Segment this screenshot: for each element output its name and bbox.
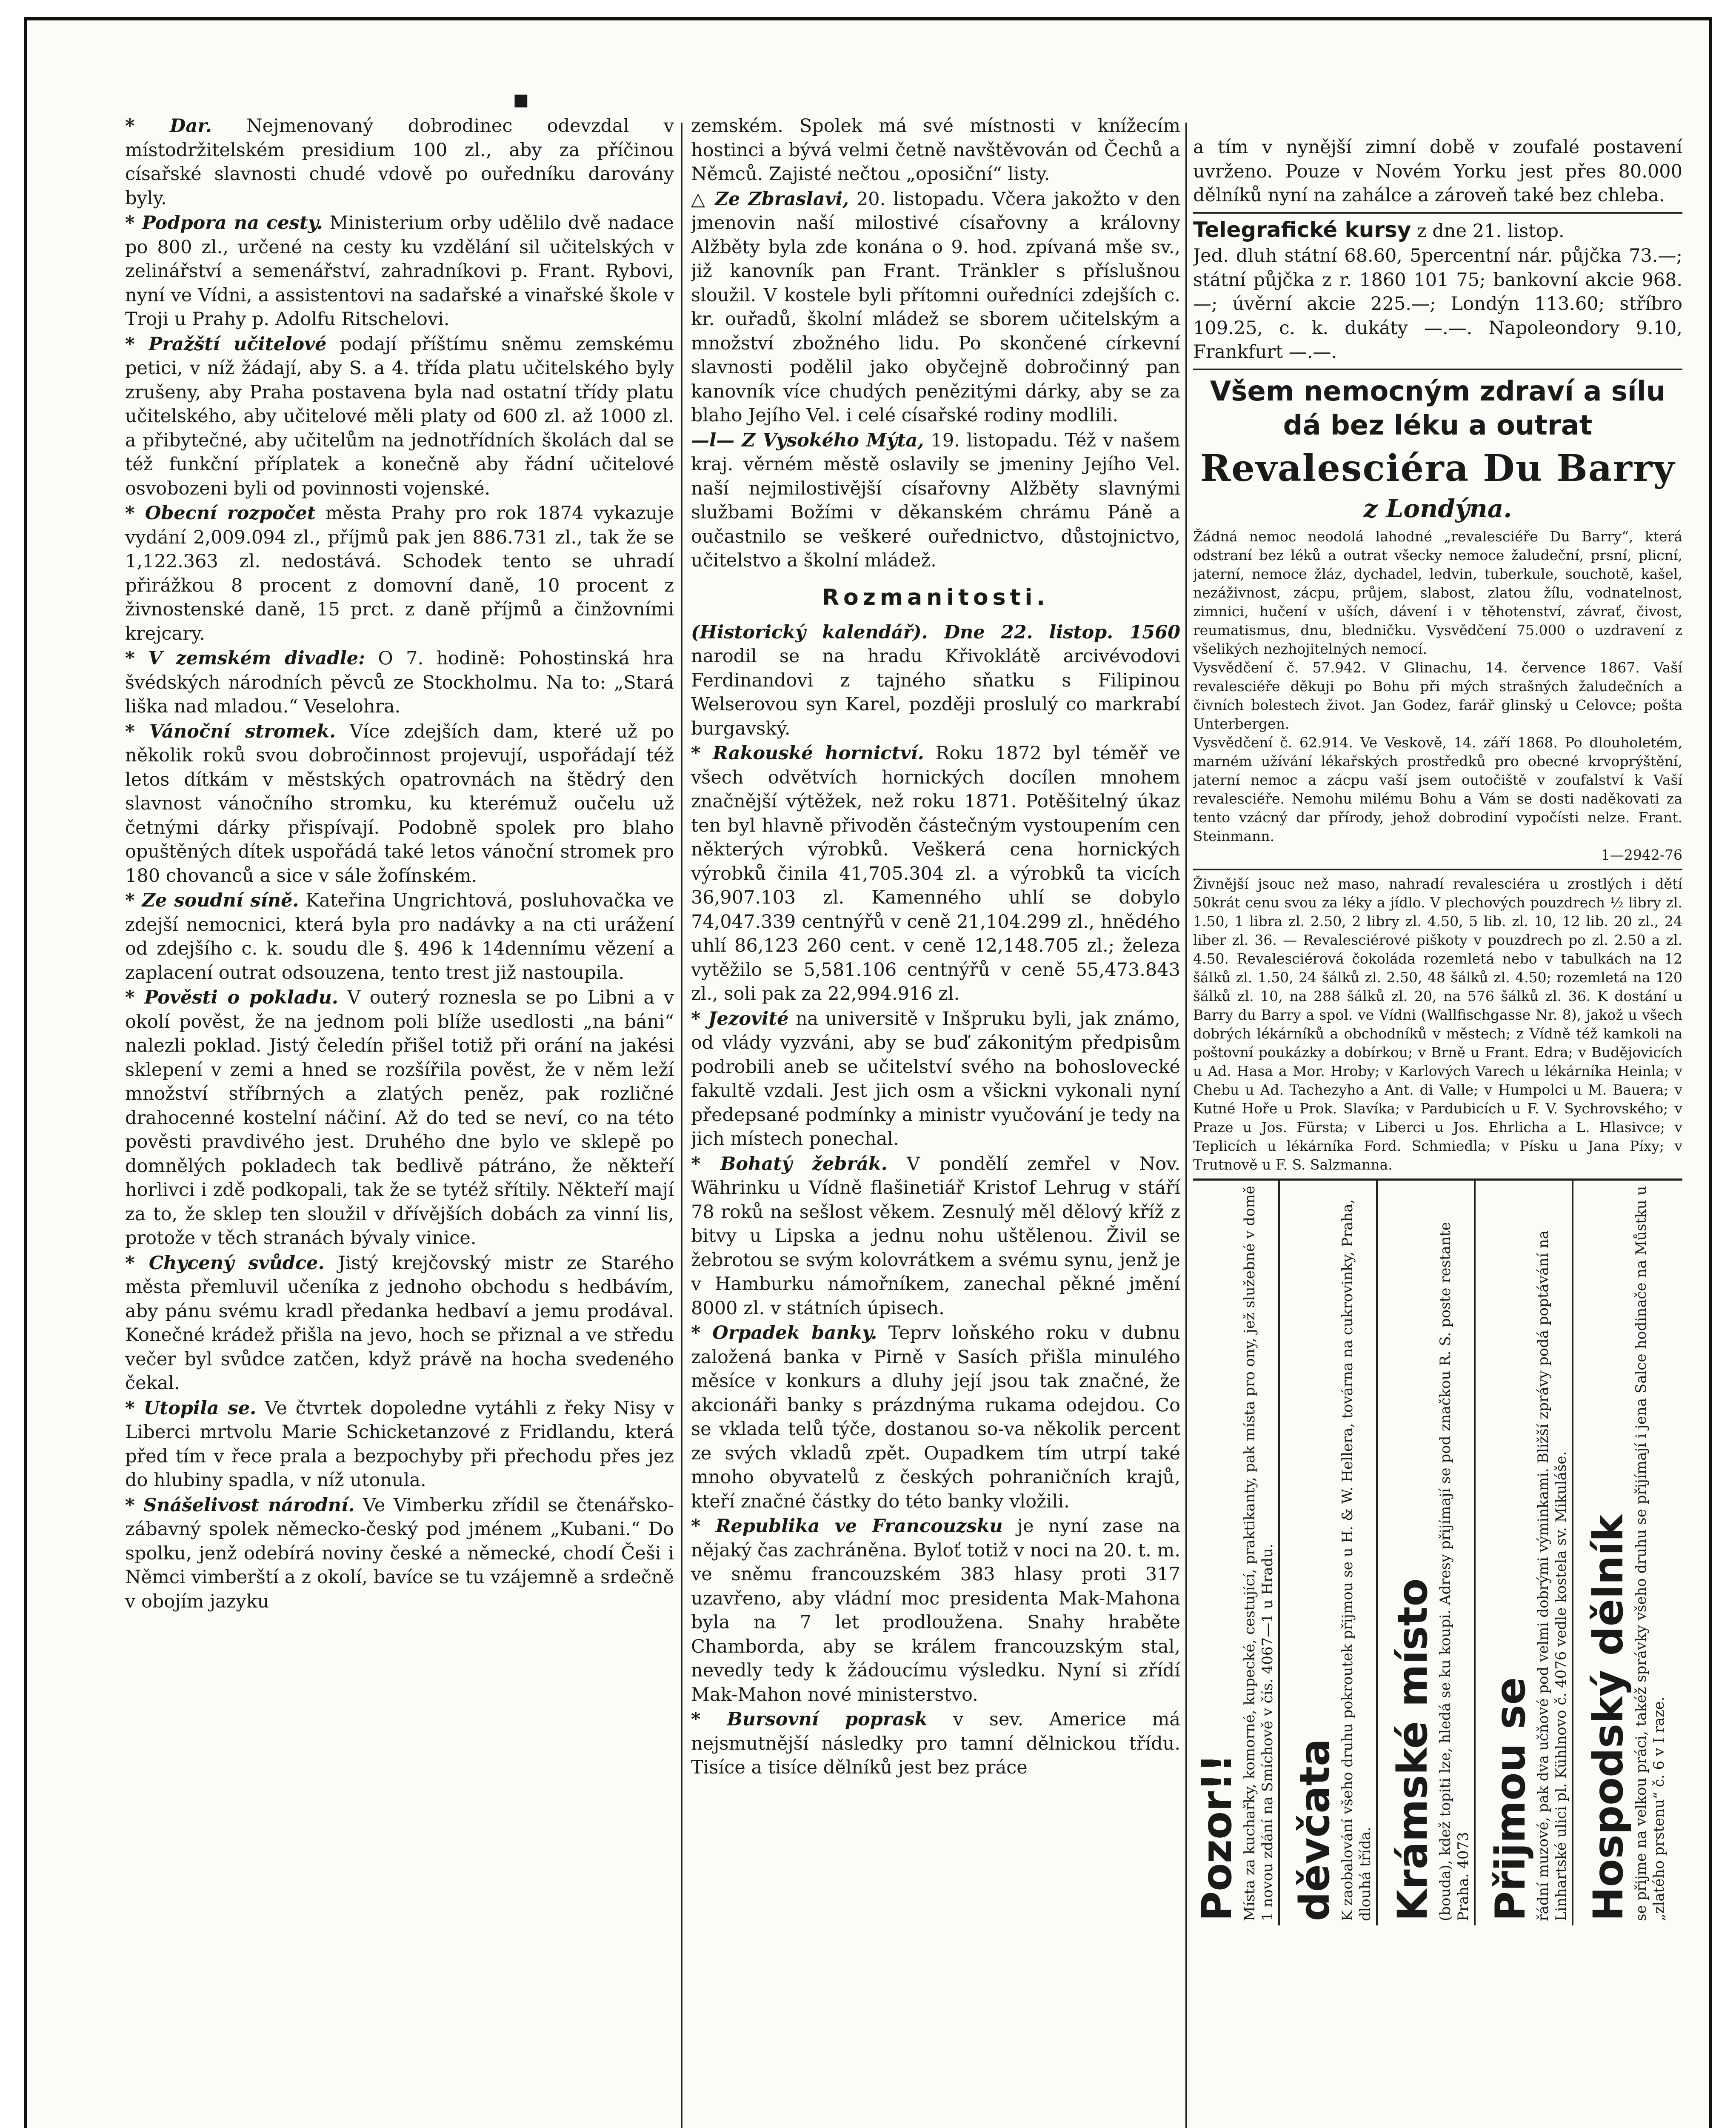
news-item-text: Ministerium orby udělilo dvě nadace po 800 zl., určené na cesty ku vzdělání sil učitelských v zelinářství a semenářství, zahradníkovi p. Frant. Rybovi, nyní ve Vídni, a assistentovi na sadařské a vinařské škole v Troji u Prahy p. Adolfu Ritschelovi. (125, 212, 674, 330)
column-rule (681, 123, 682, 2128)
news-item (125, 501, 674, 646)
advert-paragraph: Vysvědčení č. 57.942. V Glinachu, 14. července 1867. Vaší revalesciéře děkuji po Bohu při mých strašných žaludečních a čivních bolestech život. Jan Godez, farář glinský u Celovce; pošta Unterbergen. (1193, 659, 1682, 732)
news-item (125, 332, 674, 501)
news-item-text: je nyní zase na nějaký čas zachráněna. Byloť totiž v noci na 20. t. m. ve sněmu francouzském 383 hlasy proti 317 uzavřeno, aby vládní moc presidenta Mak-Mahona byla na 7 let prodloužena. Snahy hraběte Chamborda, aby se králem francouzským stal, nevedly tedy k žádoucímu výsledku. Nyní si zřídí Mak-Mahon nové ministerstvo. (691, 1516, 1180, 1705)
classified-ad (1487, 1181, 1570, 1925)
ad-divider (1278, 1181, 1280, 1925)
news-item (125, 986, 674, 1250)
news-item-text: na universitě v Inšpruku byli, jak známo, od vlády vyzváni, aby se buď zákonitým předpisům podrobili aneb se učitelství svého na bohoslovecké fakultě vzdali. Jest jich osm a všickni vykonali nyní předepsané podmínky a ministr vyučování je tedy na jich místech ponechal. (691, 1008, 1180, 1150)
classified-ad (1389, 1181, 1472, 1925)
news-item (125, 211, 674, 332)
telegraph-date: z dne 21. listop. (1417, 220, 1565, 242)
revalesciere-advert (1193, 375, 1682, 1174)
news-item-lead: * Rakouské hornictví. (691, 743, 924, 764)
news-item-text: Ve Vimberku zřídil se čtenářsko-zábavný spolek německo-český pod jménem „Kubani.“ Do spolku, jenž odebírá noviny české a německé, chodí Češi i Němci vimberští a z okolí, bavíce se tu vzájemně a srdečně v obojím jazyku (125, 1494, 674, 1612)
news-item-lead: * Pověsti o pokladu. (125, 987, 338, 1008)
ad-divider (1474, 1181, 1476, 1925)
classified-ads (1193, 1178, 1682, 1923)
advert-paragraph: Vysvědčení č. 62.914. Ve Veskově, 14. září 1868. Po dlouholetém, marném užívání lékařských prostředků pro obecné krvoprýštění, jaterní nemoc a zácpu vaší jsem outočiště v zoufalství k Vaší revalesciéře. Nemohu milému Bohu a Vám se dosti naděkovati za tento vzácný dar přírody, jehož dobrodiní vypočísti nelze. Frant. Steinmann. (1193, 734, 1682, 844)
classified-ad-body: K zaobalování všeho druhu pokroutek přijmou se u H. & W. Hellera, továrna na cukrovinky, Praha, dlouhá třída. (1339, 1199, 1374, 1921)
telegraph-rates (1193, 218, 1682, 364)
news-item-text: Roku 1872 byl téměř ve všech odvětvích hornických docílen mnohem značnější výtěžek, než roku 1871. Potěšitelný úkaz ten byl hlavně přivoděn částečným vystoupením cen některých výrobků. Veškerá cena hornických výrobků činila 41,705.304 zl. a výrobků ta vicích 36,907.103 zl. Kamenného uhlí se dobylo 74,047.339 centnýřů v ceně 21,104.299 zl., hnědého uhlí 86,123 260 cent. v ceně 12,148.705 zl.; železa vytěžilo se 5,581.106 centnýřů v ceně 55,473.843 zl., soli pak za 22,994.916 zl. (691, 743, 1180, 1004)
column-middle (691, 114, 1180, 2128)
news-item-lead: * Utopila se. (125, 1397, 257, 1419)
classified-ad-body: Místa za kuchařky, komorné, kupecké, cestující, praktikanty, pak místa pro ony, jež služebné v domě 1 novou zdání na Smíchově v čís. 4067—1 u Hradu. (1241, 1185, 1276, 1921)
news-item-lead: * Pražští učitelové (125, 333, 327, 355)
news-item (125, 1251, 674, 1396)
news-item-text: V outerý roznesla se po Libni a v okolí pověst, že na jednom poli blíže usedlosti „na báni“ nalezli poklad. Jistý čeledín přišel totiž při orání na jakési sklepení v zemi a hned se rozšířila pověst, že v něm leží množství stříbrných a zlatých peněz, pak rozličné drahocenné kostelní náčiní. Až do ted se neví, co na této pověsti pravdivého jest. Druhého dne bylo ve sklepě po domnělých pokladech tak bedlivě pátráno, že někteří horlivci i zdě podkopali, tak že se tytéž sřítily. Někteří mají za to, že sklep ten sloužil v dřívějších dobách za vinní lis, protože v těch stranách bývaly vinice. (125, 987, 674, 1249)
news-item-lead: * Podpora na cesty. (125, 212, 323, 234)
advert-number: 1—2942-76 (1601, 846, 1682, 863)
news-item (691, 429, 1180, 573)
article-continuation: a tím v nynější zimní době v zoufalé postavení uvrženo. Pouze v Novém Yorku jest přes 80.000 dělníků nyní na zahálce a zároveň také bez chleba. (1193, 137, 1682, 206)
page-mark: ▪ (512, 84, 530, 114)
news-item-lead: * Jezovité (691, 1008, 789, 1030)
news-item-text: zemském. Spolek má své místnosti v knížecím hostinci a bývá velmi četně navštěvován od Čechů a Němců. Zajisté nečtou „oposiční“ listy. (691, 115, 1180, 185)
news-item-text: 19. listopadu. Též v našem kraj. věrném městě oslavily se jmeniny Jejího Vel. naší nejmilostivější císařovny Alžběty slavnými službami Božími v děkanském chrámu Páně a oučastnilo se veškeré ouřednictvo, důstojnictvo, učitelstvo a školní mládež. (691, 429, 1180, 571)
news-item (125, 1396, 674, 1493)
news-item (125, 646, 674, 719)
news-item (691, 1514, 1180, 1707)
news-item-text: Ve čtvrtek dopoledne vytáhli z řeky Nisy v Liberci mrtvolu Marie Schicketanzové z Fridlandu, která před tím v řece prala a bezpochyby při přechodu přes jez do hlubiny spadla, v níž utonula. (125, 1397, 674, 1491)
classified-ad (1193, 1181, 1276, 1925)
divider (1193, 369, 1682, 370)
news-item (125, 1493, 674, 1614)
news-item-lead: * Bohatý žebrák. (691, 1153, 888, 1175)
news-item-text: Více zdejších dam, které už po několik roků svou dobročinnost projevují, uspořádají též letos dítkám v městských opatrovnách na štědrý den slavnost vánočního stromku, ku kterémuž oučelu už četnými dárky přispívají. Podobně spolek pro blaho opuštěných dítek uspořádá také letos vánoční stromek pro 180 chovanců a sice v sále žofínském. (125, 721, 674, 887)
news-item-text: O 7. hodině: Pohostinská hra švédských národních pěvců ze Stockholmu. Na to: „Stará liška nad mladou.“ Veselohra. (125, 648, 674, 717)
news-item (691, 1321, 1180, 1513)
section-heading: Rozmanitosti. (822, 584, 1050, 610)
news-item-text: narodil se na hradu Křivoklátě arcivévodovi Ferdinandovi z tajného sňatku s Filipinou Welserovou syn Karel, později proslulý co markrabí burgavský. (691, 646, 1180, 739)
newspaper-page (24, 17, 1712, 2128)
news-item-text: podají příštímu sněmu zemskému petici, v níž žádají, aby S. a 4. třída platu učitelského byly zrušeny, aby Praha postavena byla nad ostatní třídy platu učitelského, aby učitelové měli platy od 600 zl. až 1000 zl. a přibytečné, aby učitelům na jednotřídních školách dal se též funkční příplatek a konečně aby řádní učitelové osvobozeni byli od povinnosti vojenské. (125, 333, 674, 499)
news-item-lead: * Orpadek banky. (691, 1322, 877, 1344)
news-item-text: města Prahy pro rok 1874 vykazuje vydání 2,009.094 zl., příjmů pak jen 886.731 zl., tak že se 1,122.363 zl. nedostává. Schodek tento se uhradí přirážkou 8 procent z domovní daně, 10 procent z živnostenské daně, 15 prct. z daně příjmů a činžovními krejcary. (125, 503, 674, 644)
news-item (691, 741, 1180, 1006)
classified-ad-title: děvčata (1291, 1738, 1339, 1921)
news-item-lead: * Obecní rozpočet (125, 503, 316, 524)
news-item-lead: (Historický kalendář). Dne 22. listop. 1560 (691, 621, 1180, 643)
column-rule (1185, 123, 1187, 2128)
news-item (691, 114, 1180, 186)
news-item (691, 187, 1180, 428)
advert-brand: Revalesciéra Du Barry (1200, 446, 1676, 490)
classified-ad-body: (bouda), kdež topiti lze, hledá se ku koupi. Adresy přijímají se pod značkou R. S. poste restante Praha. 4073 (1437, 1221, 1472, 1921)
news-item-lead: * Dar. (125, 115, 212, 137)
news-item-text: v sev. Americe má nejsmutnější následky pro tamní dělnickou třídu. Tisíce a tisíce dělníků jest bez práce (691, 1709, 1180, 1778)
classified-ad-title: Hospodský dělník (1585, 1514, 1632, 1921)
news-item-lead: * Ze soudní síně. (125, 890, 299, 911)
news-item (691, 621, 1180, 741)
advert-title-2: dá bez léku a outrat (1283, 409, 1593, 441)
column-left (125, 114, 674, 2128)
classified-ad (1291, 1181, 1374, 1925)
ad-divider (1376, 1181, 1378, 1925)
ad-divider (1572, 1181, 1573, 1925)
news-item (691, 1708, 1180, 1780)
classified-ad (1585, 1181, 1667, 1925)
news-item-lead: * Snášelivost národní. (125, 1494, 355, 1516)
advert-paragraph: Živnější jsouc než maso, nahradí revalesciéra u zrostlých i dětí 50krát cenu svou za léky a jídlo. V plechových pouzdrech ½ libry zl. 1.50, 1 libra zl. 2.50, 2 libry zl. 4.50, 5 lib. zl. 10, 12 lib. 20 zl., 24 liber zl. 36. — Revalesciérové piškoty v pouzdrech po zl. 2.50 a zl. 4.50. Revalesciérová čokoláda rozemletá nebo v tabulkách na 12 šálků zl. 1.50, 24 šálků zl. 2.50, 48 šálků zl. 4.50; rozemletá na 120 šálků zl. 10, na 288 šálků zl. 20, na 576 šálků zl. 36. K dostání u Barry du Barry a spol. ve Vídni (Wallfischgasse Nr. 8), jakož u všech dobrých lékárníků a obchodníků v městech; z Vídně též kamkoli na poštovní poukázky a dobírkou; v Brně u Frant. Edra; v Budějovicích u Ad. Hasa a Mor. Hroby; v Karlových Varech u lékárníka Heinla; v Chebu u Ad. Tachezyho a Ant. di Valle; v Humpolci u M. Bauera; v Kutné Hoře u Prok. Slavíka; v Pardubicích u F. V. Sychrovského; v Praze u Jos. Fürsta; v Liberci u Jos. Ehrlicha a L. Hlasivce; v Teplicích u lékárníka Ford. Schmiedla; v Písku u Jana Píxy; v Trutnově u F. S. Salzmanna. (1193, 875, 1682, 1173)
divider (1193, 212, 1682, 214)
news-item-lead: * Republika ve Francouzsku (691, 1516, 1003, 1537)
advert-title-1: Všem nemocným zdraví a sílu (1210, 375, 1666, 407)
classified-ad-title: Přijmou se (1487, 1676, 1534, 1921)
news-item-text: Nejmenovaný dobrodinec odevzdal v místodržitelském presidium 100 zl., aby za příčinou císařské slavnosti chudé vdově po ouředníku darovány byly. (125, 115, 674, 209)
news-item-lead: △ Ze Zbraslavi, (691, 188, 849, 210)
news-item-text: Teprv loňského roku v dubnu založená banka v Pirně v Sasích přišla minulého měsíce v konkurs a dluhy její jsou tak značné, že akcionáři banky s prázdnýma rukama odejdou. Co se vklada telů týče, dostanou so-va několik percent ze svých vkladů zpět. Oupadkem tím utrpí také mnoho obyvatelů z českých pohraničních krajů, kteří značné částky do této banky vložili. (691, 1322, 1180, 1512)
news-item-lead: * Chycený svůdce. (125, 1252, 325, 1274)
news-item-text: V pondělí zemřel v Nov. Währinku u Vídně flašinetiář Kristof Lehrug v stáří 78 roků na sešlost věkem. Zesnulý měl dělový kříž z bitvy u Lipska a jednu nohu uštělenou. Živil se žebrotou se svým kolovrátkem a svému synu, jenž je v Hamburku námořníkem, zanechal pěkné jmění 8000 zl. v státních úpisech. (691, 1153, 1180, 1319)
news-item-lead: * Vánoční stromek. (125, 721, 336, 742)
advert-origin: z Londýna. (1363, 494, 1512, 523)
classified-ad-body: řádní muzové, pak dva učňové pod velmi dobrými výminkami. Bližší zprávy podá poptávání na Linhartské ulici pl. Kühlnovo č. 4076 vedle kostela sv. Mikuláše. (1535, 1230, 1570, 1921)
news-item-text: Jistý krejčovský mistr ze Starého města přemluvil učeníka z jednoho obchodu s hedbávím, aby pánu svému kradl předanka hedbaví a jemu prodával. Konečné krádež přišla na jevo, hoch se přiznal a ve středu večer byl svůdce zatčen, když právě na hocha svedeného čekal. (125, 1252, 674, 1394)
news-item-text: 20. listopadu. Včera jakožto v den jmenovin naší milostivé císařovny a královny Alžběty byla zde konána o 9. hod. zpívaná mše sv., již kanovník pan Frant. Tränkler s příslušnou sloužil. V kostele byli přítomni ouředníci zdejších c. kr. ouřadů, školní mládež se sborem učitelským a množství zbožného lidu. Po skončené církevní slavnosti podělil jako obyčejně dobročinný pan kanovník více chudých penězitými dárky, aby se za blaho Jejího Vel. i celé císařské rodiny modlili. (691, 188, 1180, 426)
news-item-lead: * V zemském divadle: (125, 648, 365, 669)
news-item (125, 889, 674, 985)
news-item-text: Kateřina Ungrichtová, posluhovačka ve zdejší nemocnici, která byla pro nadávky a na cti urážení od zdejšího c. k. soudu dle §. 496 k 14dennímu vězení a zaplacení outrat odsouzena, tento trest již nastoupila. (125, 890, 674, 984)
news-item-lead: * Bursovní poprask (691, 1709, 928, 1730)
classified-ad-body: se přijme na velkou práci, takéž správky všeho druhu se přijímají i jena Salce hodinače na Můstku u „zlatého prstenu“ č. 6 v I raze. (1633, 1186, 1667, 1921)
classified-ad-title: Krámské místo (1389, 1578, 1436, 1921)
news-item (691, 1152, 1180, 1321)
news-item (691, 1007, 1180, 1151)
news-item (125, 114, 674, 210)
telegraph-title: Telegrafické kursy (1193, 217, 1411, 242)
news-item (125, 720, 674, 888)
telegraph-text: Jed. dluh státní 68.60, 5percentní nár. půjčka 73.—; státní půjčka z r. 1860 101 75; bankovní akcie 968.—; úvěrní akcie 225.—; Londýn 113.60; stříbro 109.25, c. k. dukáty —.—. Napoleondory 9.10, Frankfurt —.—. (1193, 245, 1682, 363)
news-item-lead: —l— Z Vysokého Mýta, (691, 429, 924, 451)
advert-paragraph: Žádná nemoc neodolá lahodné „revalesciéře Du Barry“, která odstraní bez léků a outrat všecky nemoce žaludeční, prsní, plicní, jaterní, nemoce žláz, dychadel, ledvin, tuberkule, souchotě, kašel, nezáživnost, zácpu, průjem, slabost, zlatou žílu, vodnatelnost, zimnici, hučení v uších, dávení i v těhotenství, závrať, čivost, reumatismus, dnu, bledničku. Vysvědčení 75.000 o uzdravení z všelikých nezhojitelných nemocí. (1193, 528, 1682, 657)
divider (1193, 869, 1682, 870)
classified-ad-title: Pozor!! (1193, 1753, 1241, 1921)
column-right (1193, 135, 1682, 2128)
